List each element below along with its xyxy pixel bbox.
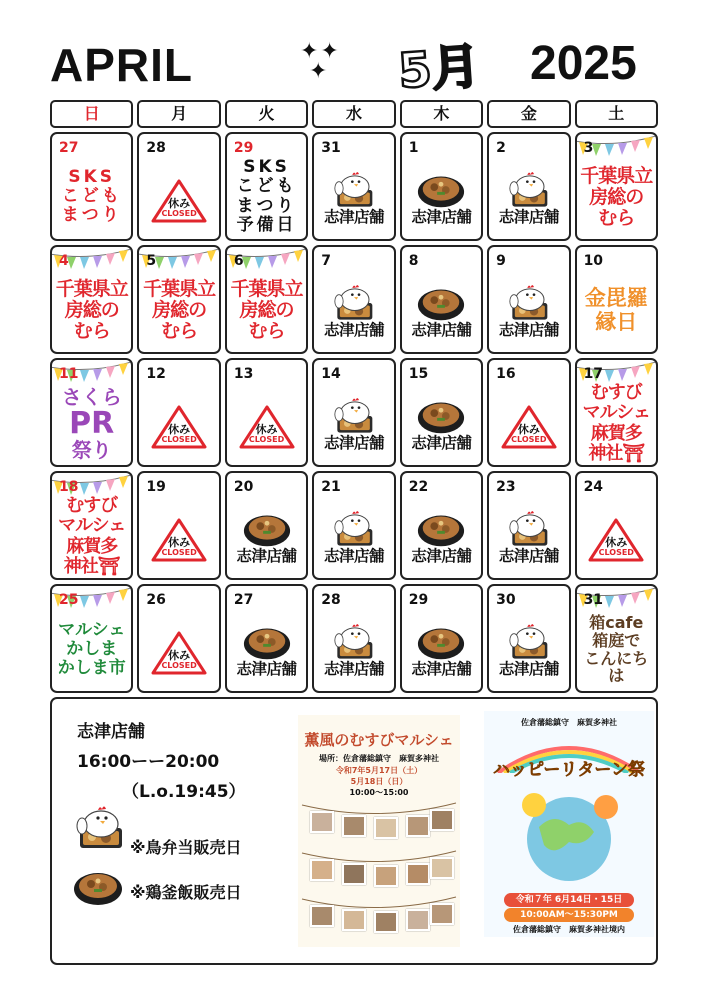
day-number: 17 — [583, 366, 604, 382]
photo — [342, 815, 366, 837]
day-number: 2 — [496, 140, 506, 156]
closed-label-en: CLOSED — [161, 548, 197, 557]
calendar-day — [487, 358, 570, 467]
day-number: 30 — [496, 592, 516, 608]
year: 2025 — [530, 37, 637, 90]
closed-label-jp: 休み — [605, 536, 628, 549]
closed-sign — [587, 517, 645, 563]
day-number: 13 — [233, 366, 254, 382]
closed-label-jp: 休み — [168, 423, 191, 436]
photo — [374, 865, 398, 887]
calendar-day — [225, 132, 308, 241]
calendar-day — [400, 358, 483, 467]
event-label: SKS こども まつり 予備日 — [236, 157, 297, 235]
closed-label-jp: 休み — [255, 423, 278, 436]
calendar-day — [137, 132, 220, 241]
shop-hours: 16:00ーー20:00 — [77, 752, 220, 772]
calendar-day — [312, 358, 395, 467]
month-japanese: 5月 — [396, 38, 482, 100]
day-number: 25 — [59, 592, 79, 608]
legend-kamameshi: ※鶏釜飯販売日 — [130, 883, 242, 902]
poster2-org: 佐倉藩総鎮守 麻賀多神社 — [521, 718, 617, 727]
day-number: 12 — [146, 366, 166, 382]
day-number: 8 — [408, 253, 419, 269]
calendar-day — [225, 358, 308, 467]
shop-label: 志津店舗 — [323, 434, 384, 452]
day-number: 31 — [583, 592, 604, 608]
closed-label-en: CLOSED — [161, 209, 197, 218]
day-number: 1 — [408, 140, 419, 156]
photo — [430, 903, 454, 925]
day-number: 6 — [233, 253, 244, 269]
shop-title: 志津店舗 — [77, 722, 145, 742]
day-number: 20 — [233, 479, 254, 495]
calendar-day — [50, 132, 133, 241]
closed-label-en: CLOSED — [511, 435, 547, 444]
calendar-day — [575, 358, 658, 467]
closed-label-jp: 休み — [168, 197, 191, 210]
calendar-day — [575, 471, 658, 580]
closed-label-en: CLOSED — [598, 548, 634, 557]
closed-label-en: CLOSED — [161, 661, 197, 670]
day-number: 5 — [146, 253, 157, 269]
kamameshi-icon — [72, 867, 124, 907]
photo — [406, 815, 430, 837]
event-label: さくら PR 祭り — [61, 385, 122, 462]
day-number: 27 — [233, 592, 254, 608]
closed-sign — [238, 404, 296, 450]
photo — [310, 811, 334, 833]
calendar-day — [312, 132, 395, 241]
closed-sign — [150, 517, 208, 563]
day-number: 31 — [321, 140, 341, 156]
day-number: 21 — [321, 479, 341, 495]
poster1-title: 薫風のむすびマルシェ — [304, 731, 454, 749]
kamameshi-icon — [416, 283, 466, 323]
calendar-day — [137, 358, 220, 467]
shop-label: 志津店舗 — [236, 547, 297, 565]
kamameshi-icon — [242, 622, 292, 662]
day-number: 4 — [59, 253, 69, 269]
event-label: むすび マルシェ 麻賀多 神社⛩ — [582, 382, 650, 464]
kamameshi-icon — [416, 509, 466, 549]
day-number: 29 — [233, 140, 254, 156]
calendar-day — [137, 471, 220, 580]
weekday-label: 月 — [137, 100, 220, 128]
closed-label-jp: 休み — [517, 423, 540, 436]
chicken-bento-icon — [504, 622, 554, 662]
chicken-bento-icon — [504, 509, 554, 549]
photo — [342, 909, 366, 931]
photo — [310, 859, 334, 881]
calendar-grid — [50, 132, 658, 693]
day-number: 3 — [583, 140, 594, 156]
shop-label: 志津店舗 — [323, 660, 384, 678]
kamameshi-icon — [416, 396, 466, 436]
closed-sign — [150, 178, 208, 224]
event-label: 千葉県立 房総の むら — [143, 277, 216, 343]
weekday-label: 金 — [487, 100, 570, 128]
calendar-day — [575, 245, 658, 354]
weekday-label: 土 — [575, 100, 658, 128]
shop-label: 志津店舗 — [411, 321, 472, 339]
day-number: 18 — [59, 479, 79, 495]
chicken-bento-icon — [329, 509, 379, 549]
photo — [430, 857, 454, 879]
shop-label: 志津店舗 — [411, 660, 472, 678]
day-number: 27 — [59, 140, 79, 156]
closed-sign — [500, 404, 558, 450]
day-number: 22 — [408, 479, 429, 495]
month-english: APRIL — [50, 39, 193, 91]
calendar-day — [137, 584, 220, 693]
closed-label-jp: 休み — [168, 649, 191, 662]
calendar-day — [312, 245, 395, 354]
sparkle-icon: ✦✦ ✦ — [300, 39, 341, 84]
photo — [430, 809, 454, 831]
day-number: 26 — [146, 592, 166, 608]
calendar-day — [575, 132, 658, 241]
calendar-day — [225, 471, 308, 580]
day-number: 28 — [146, 140, 166, 156]
shop-label: 志津店舗 — [236, 660, 297, 678]
day-number: 19 — [146, 479, 166, 495]
poster1-time: 10:00〜15:00 — [349, 788, 409, 797]
calendar-day — [575, 584, 658, 693]
kamameshi-icon — [416, 622, 466, 662]
legend-bento: ※鳥弁当販売日 — [130, 838, 242, 857]
event-label: 箱cafe 箱庭で こんにちは — [584, 612, 649, 686]
chicken-bento-icon — [329, 283, 379, 323]
poster2-time: 10:00AM〜15:30PM — [504, 908, 634, 922]
poster2-title: ハッピーリターン祭 — [493, 760, 645, 780]
closed-label-en: CLOSED — [161, 435, 197, 444]
calendar-day — [487, 584, 570, 693]
calendar-day — [312, 471, 395, 580]
weekday-label: 火 — [225, 100, 308, 128]
photo — [342, 863, 366, 885]
kamameshi-icon — [416, 170, 466, 210]
kamameshi-icon — [242, 509, 292, 549]
chicken-bento-icon — [329, 622, 379, 662]
calendar-day — [487, 245, 570, 354]
photo — [310, 905, 334, 927]
shop-label: 志津店舗 — [323, 208, 384, 226]
calendar-day — [400, 132, 483, 241]
calendar-day — [50, 245, 133, 354]
happy-return-poster — [484, 711, 654, 937]
day-number: 29 — [408, 592, 429, 608]
chicken-bento-icon — [329, 170, 379, 210]
calendar-day — [50, 471, 133, 580]
event-label: 千葉県立 房総の むら — [55, 277, 128, 343]
poster1-date2: 5月18日（日） — [350, 777, 408, 786]
day-number: 7 — [321, 253, 332, 269]
info-panel — [50, 697, 658, 965]
shop-label: 志津店舗 — [411, 547, 472, 565]
photo — [374, 817, 398, 839]
calendar-day — [400, 584, 483, 693]
shop-label: 志津店舗 — [498, 547, 559, 565]
shop-label: 志津店舗 — [411, 208, 472, 226]
calendar-day — [400, 245, 483, 354]
poster2-place: 佐倉藩総鎮守 麻賀多神社境内 — [513, 925, 625, 934]
day-number: 11 — [59, 366, 79, 382]
globe-icon — [514, 787, 624, 891]
calendar-day — [487, 132, 570, 241]
chicken-bento-icon — [504, 170, 554, 210]
musubi-marche-poster — [298, 715, 460, 947]
day-number: 10 — [583, 253, 604, 269]
event-label: 金毘羅 縁日 — [584, 285, 648, 334]
photo — [406, 909, 430, 931]
day-number: 14 — [321, 366, 341, 382]
weekday-label: 水 — [312, 100, 395, 128]
event-label: むすび マルシェ 麻賀多 神社⛩ — [58, 495, 126, 577]
photo — [406, 863, 430, 885]
shop-label: 志津店舗 — [323, 321, 384, 339]
calendar-day — [225, 584, 308, 693]
day-number: 28 — [321, 592, 341, 608]
calendar-day — [137, 245, 220, 354]
event-label: 千葉県立 房総の むら — [230, 277, 303, 343]
day-number: 15 — [408, 366, 429, 382]
poster1-date1: 令和7年5月17日（土） — [335, 766, 423, 775]
event-label: SKS こども まつり — [61, 166, 122, 226]
calendar-day — [50, 584, 133, 693]
calendar-day — [50, 358, 133, 467]
chicken-bento-icon — [72, 804, 128, 852]
day-number: 24 — [583, 479, 604, 495]
shop-label: 志津店舗 — [498, 208, 559, 226]
calendar-day — [400, 471, 483, 580]
day-number: 16 — [496, 366, 516, 382]
poster2-date: 令和７年 6月14日・15日 — [504, 893, 634, 907]
weekday-header — [50, 100, 658, 128]
shop-label: 志津店舗 — [498, 321, 559, 339]
event-label: マルシェ かしま かしま市 — [57, 619, 126, 679]
poster1-place: 場所：佐倉藩総鎮守 麻賀多神社 — [319, 754, 439, 763]
weekday-label: 日 — [50, 100, 133, 128]
calendar-day — [312, 584, 395, 693]
weekday-label: 木 — [400, 100, 483, 128]
day-number: 9 — [496, 253, 506, 269]
event-label: 千葉県立 房総の むら — [580, 164, 653, 230]
closed-label-jp: 休み — [168, 536, 191, 549]
calendar-day — [487, 471, 570, 580]
closed-label-en: CLOSED — [248, 435, 285, 444]
chicken-bento-icon — [329, 396, 379, 436]
photo — [374, 911, 398, 933]
closed-sign — [150, 630, 208, 676]
shop-label: 志津店舗 — [323, 547, 384, 565]
calendar-day — [225, 245, 308, 354]
day-number: 23 — [496, 479, 516, 495]
shop-label: 志津店舗 — [411, 434, 472, 452]
chicken-bento-icon — [504, 283, 554, 323]
last-order: （L.o.19:45） — [122, 782, 246, 802]
shop-label: 志津店舗 — [498, 660, 559, 678]
closed-sign — [150, 404, 208, 450]
